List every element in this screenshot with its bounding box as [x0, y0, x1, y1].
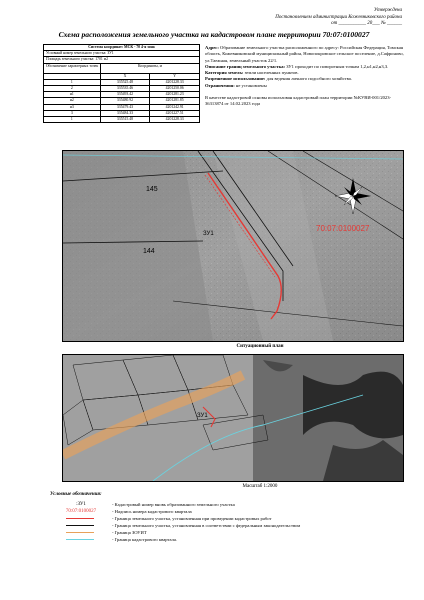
coords-header-point: Обозначение характерных точек: [44, 64, 101, 73]
coords-system: Система координат: МСК - 70 4-я зона: [88, 45, 155, 49]
legend-title: Условные обозначения:: [50, 492, 102, 497]
legend-item-zouit: [50, 529, 410, 536]
legend-symbol-cyan-line: [50, 536, 112, 543]
coordinates-table: [43, 44, 200, 123]
legend-text-zouit: - Граница ЗОУИТ: [112, 529, 147, 535]
legend-symbol-zouit-line: [50, 529, 112, 536]
legend-item-quarter-number: [50, 508, 410, 515]
legend-symbol-black-line: [50, 522, 112, 529]
coords-cell-y: 4201227.51: [165, 110, 184, 115]
coords-cell-x: 335535.46: [101, 86, 151, 91]
coords-cell-name: н3: [44, 105, 101, 110]
basis-text: В качестве кадастровой основы использован кадастровый план территории №КУВИ-001/2023-36313874 от 14.02.2023 года: [205, 95, 392, 107]
use-label: Разрешенное использование:: [205, 76, 266, 82]
coords-cell-x: 335479.43: [101, 105, 151, 110]
coords-header-y: Y: [173, 73, 177, 78]
coords-cell-y: 4201281.85: [165, 98, 184, 103]
situation-zu1-label: ЗУ1: [197, 413, 208, 419]
legend-item-quarter-line: [50, 536, 410, 543]
parcel-info: [205, 45, 405, 108]
address-text: Образование земельного участка расположенного по адресу: Российская Федерация, Томская область, Кожевниковский муниципальный район, Новопокровское сельское поселение, д.Сафроново, ул.Таежная, земельный участок 22/1.: [205, 45, 404, 63]
coords-cell-x: 335484.33: [101, 111, 151, 116]
coords-cell-name: н2: [44, 98, 101, 103]
coords-cell-y: 4201250.06: [165, 85, 184, 90]
coords-cell-name: 3: [44, 111, 101, 116]
coords-cell-name: 1: [44, 80, 101, 85]
coords-cell-x: 335480.92: [101, 98, 151, 103]
quarter-number-label: 70:07:0100027: [316, 224, 370, 233]
use-text: для ведения личного подсобного хозяйства.: [266, 76, 352, 82]
coords-cell-x: 335515.48: [101, 117, 151, 122]
situation-plan-image: [63, 355, 403, 481]
approval-block: [202, 8, 402, 28]
coords-cell-name: н1: [44, 92, 101, 97]
legend-text-zu: - Кадастровый номер вновь образованного земельного участка: [112, 501, 235, 507]
approval-line-1: Утверждена: [373, 8, 402, 13]
legend-symbol-zu: :ЗУ1: [76, 502, 86, 507]
situation-plan-title: Ситуационный план: [236, 344, 284, 349]
category-label: Категория земель:: [205, 70, 244, 76]
coords-meta-2: Площадь земельного участка: 1701 м2: [46, 57, 109, 62]
legend-item-zu: [50, 501, 410, 508]
boundary-text: ЗУ1 проходит по поворотным точкам 1,2,н1,н2,н3,3.: [286, 63, 389, 69]
address-label: Адрес:: [205, 45, 219, 50]
parcel-145-label: 145: [146, 186, 158, 193]
coords-meta-1: Условный номер земельного участка: ЗУ1: [46, 51, 114, 56]
coords-header-coords: Координаты, м: [137, 63, 163, 68]
coords-cell-name: 1: [44, 117, 101, 122]
restrict-label: Ограничения:: [205, 82, 235, 88]
coords-cell-y: 4201228.33: [165, 116, 184, 121]
approval-line-2: Постановлением администрации Кожевниковского района: [275, 14, 402, 20]
scale-label: Масштаб 1:2000: [242, 484, 278, 489]
coords-cell-x: 335493.42: [101, 92, 151, 97]
approval-line-3: от ___________ 20___ № ______: [331, 21, 402, 26]
category-text: земли населенных пунктов.: [244, 70, 299, 76]
cadastral-map: [62, 150, 404, 342]
situation-plan: [62, 354, 404, 482]
legend-text-quarter: - Надпись номера кадастрового квартала: [112, 508, 192, 514]
coords-cell-name: 2: [44, 86, 101, 91]
legend-text-red-boundary: - Граница земельного участка, установленная при проведении кадастровых работ: [112, 515, 272, 521]
restrict-text: не установлены: [235, 82, 267, 88]
coords-row: [44, 117, 199, 122]
zu1-label: ЗУ1: [203, 231, 214, 237]
document-title: Схема расположения земельного участка на кадастровом плане территории 70:07:0100027: [58, 30, 370, 39]
legend: [50, 501, 410, 543]
legend-symbol-red-line: [50, 515, 112, 522]
boundary-label: Описание границ земельного участка:: [205, 63, 286, 69]
legend-item-black-boundary: [50, 522, 410, 529]
coords-cell-y: 4201228.33: [165, 79, 184, 84]
coords-header-x: X: [101, 74, 151, 79]
parcel-144-label: 144: [143, 248, 155, 255]
legend-text-quarter-line: - Граница кадастрового квартала.: [112, 536, 178, 542]
coords-cell-y: 4201242.91: [165, 104, 184, 109]
legend-symbol-quarter: 70:07:0100027: [65, 509, 97, 514]
coords-cell-x: 335525.48: [101, 80, 151, 85]
coords-cell-y: 4201281.23: [165, 92, 184, 97]
legend-item-red-boundary: [50, 515, 410, 522]
legend-text-black-boundary: - Граница земельного участка, установленная в соответствии с федеральным законодательством: [112, 522, 301, 528]
cadastral-map-image: [63, 151, 403, 341]
